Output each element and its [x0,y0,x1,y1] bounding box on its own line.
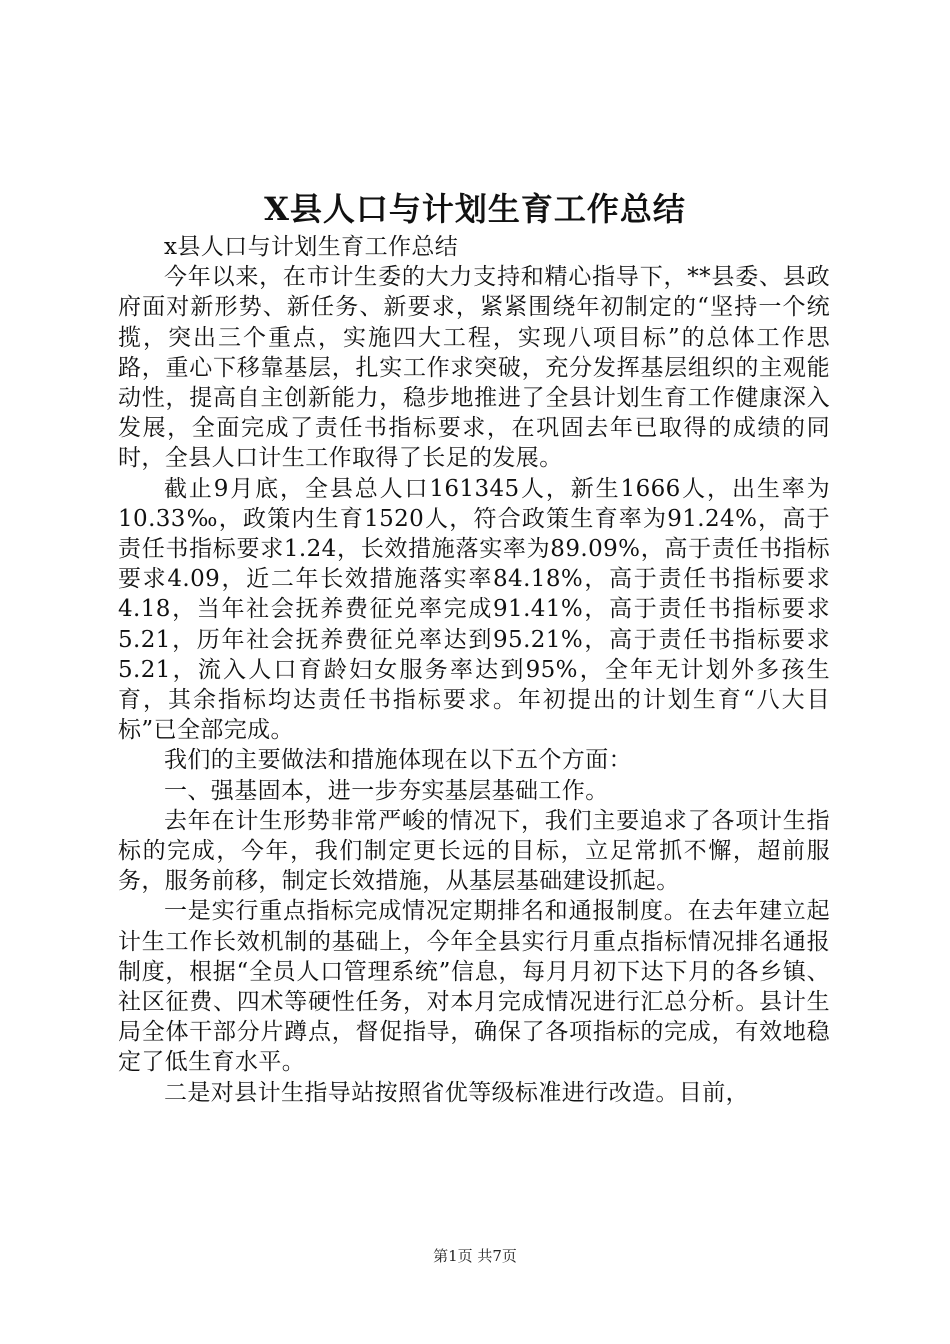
document-body [118,232,830,1108]
section-1-paragraph: 去年在计生形势非常严峻的情况下，我们主要追求了各项计生指标的完成，今年，我们制定更长远的目标，立足常抓不懈，超前服务，服务前移，制定长效措施，从基层基础建设抓起。 [118,807,830,895]
measures-intro-paragraph: 我们的主要做法和措施体现在以下五个方面： [164,747,632,774]
subtitle-paragraph: x县人口与计划生育工作总结 [164,234,459,260]
point-1-paragraph: 一是实行重点指标完成情况定期排名和通报制度。在去年建立起计生工作长效机制的基础上，今年全县实行月重点指标情况排名通报制度，根据“全员人口管理系统”信息，每月月初下达下月的各乡镇、社区征费、四术等硬性任务，对本月完成情况进行汇总分析。县计生局全体干部分片蹲点，督促指导，确保了各项指标的完成，有效地稳定了低生育水平。 [118,898,830,1076]
intro-paragraph: 今年以来，在市计生委的大力支持和精心指导下，**县委、县政府面对新形势、新任务、新要求，紧紧围绕年初制定的“坚持一个统揽，突出三个重点，实施四大工程，实现八项目标”的总体工作思路，重心下移靠基层，扎实工作求突破，充分发挥基层组织的主观能动性，提高自主创新能力，稳步地推进了全县计划生育工作健康深入发展，全面完成了责任书指标要求，在巩固去年已取得的成绩的同时，全县人口计生工作取得了长足的发展。 [118,264,830,472]
document-title: X县人口与计划生育工作总结 [264,190,686,228]
section-heading-1: 一、强基固本，进一步夯实基层基础工作。 [164,777,609,804]
page-number-footer: 第1页 共7页 [433,1247,517,1265]
statistics-paragraph: 截止9月底，全县总人口161345人，新生1666人，出生率为10.33‰，政策内生育1520人，符合政策生育率为91.24%，高于责任书指标要求1.24，长效措施落实率为89.09%，高于责任书指标要求4.09，近二年长效措施落实率84.18%，高于责任书指标要求4.18，当年社会抚养费征兑率完成91.41%，高于责任书指标要求5.21，历年社会抚养费征兑率达到95.21%，高于责任书指标要求5.21，流入人口育龄妇女服务率达到95%，全年无计划外多孩生育，其余指标均达责任书指标要求。年初提出的计划生育“八大目标”已全部完成。 [118,475,830,744]
point-2-paragraph: 二是对县计生指导站按照省优等级标准进行改造。目前， [164,1079,749,1106]
